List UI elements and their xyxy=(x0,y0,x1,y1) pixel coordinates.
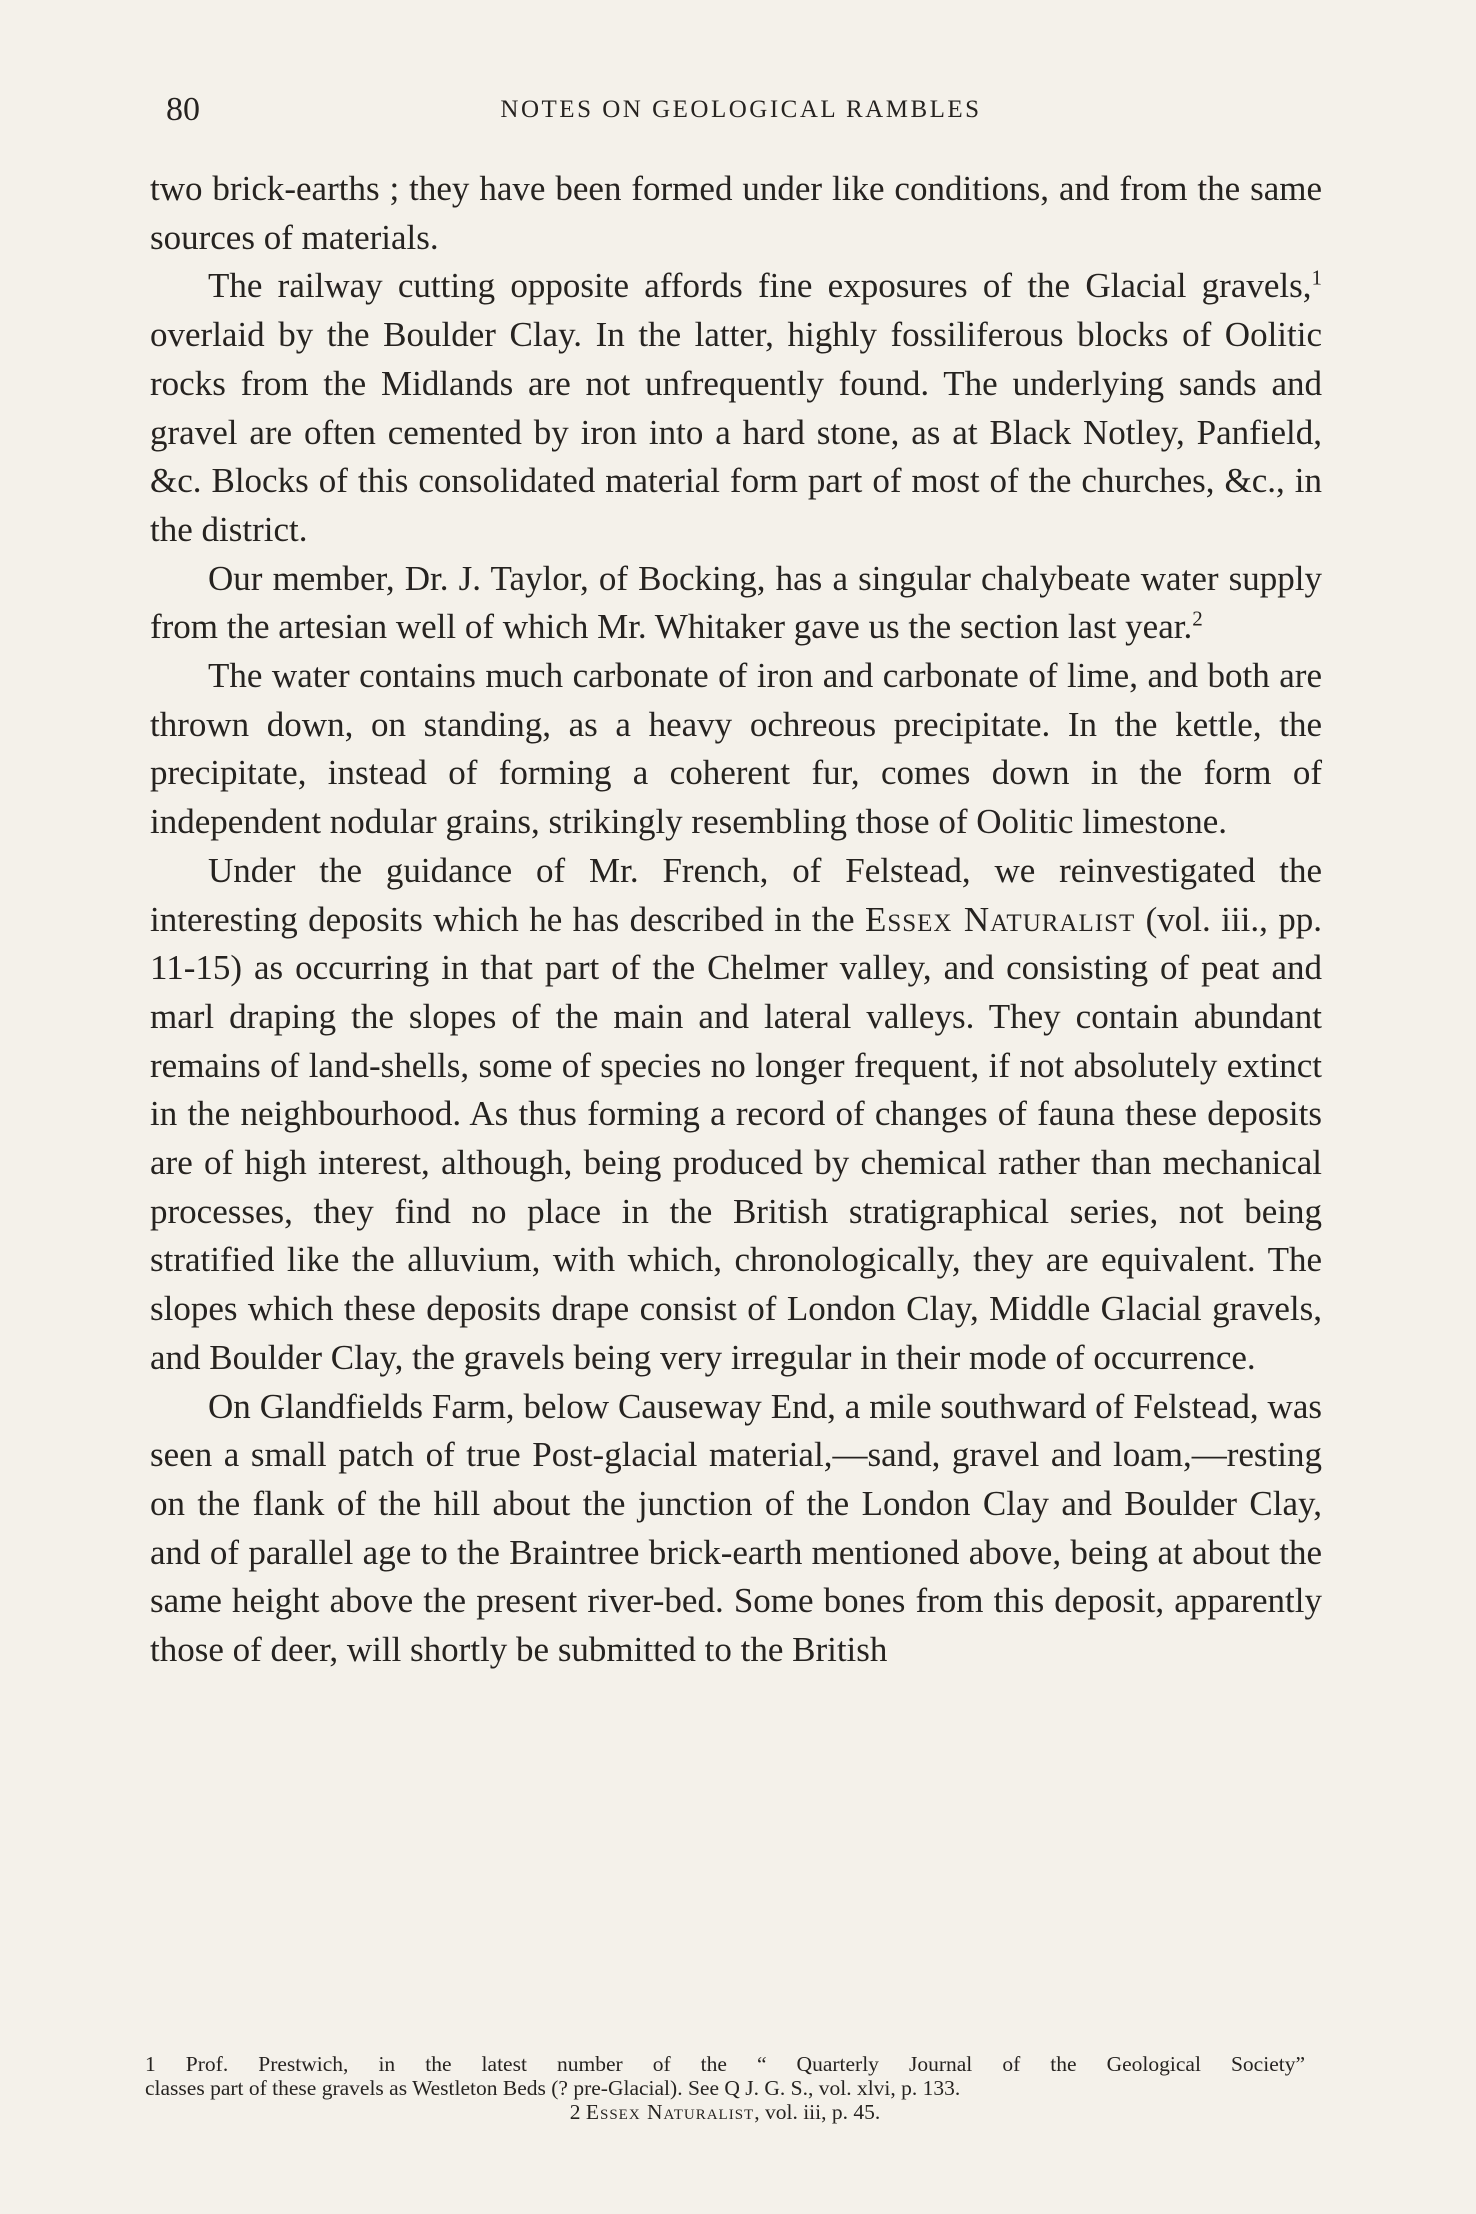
running-title: NOTES ON GEOLOGICAL RAMBLES xyxy=(500,96,982,123)
paragraph-text: Our member, Dr. J. Taylor, of Bocking, has a singular chalybeate water supply from the artesian well of which Mr. Whitaker gave us the section last year. xyxy=(150,558,1322,647)
paragraph-railway-cutting xyxy=(150,262,1322,554)
paragraph-text: overlaid by the Boulder Clay. In the latter, highly fossiliferous blocks of Oolitic rocks from the Midlands are not unfrequently found. The underlying sands and gravel are often cemented by iron into a hard stone, as at Black Notley, Panfield, &c. Blocks of this consolidated material form part of most of the churches, &c., in the district. xyxy=(150,315,1322,549)
footnote-number: 2 xyxy=(569,2100,586,2124)
footnotes xyxy=(145,2052,1305,2124)
footnote-1-line-2: classes part of these gravels as Westleton Beds (? pre-Glacial). See Q J. G. S., vol. xlvi, p. 133. xyxy=(145,2076,961,2100)
footnote-2 xyxy=(145,2100,1305,2124)
page-header xyxy=(166,88,1316,132)
footnote-ref-1: 1 xyxy=(1311,265,1322,290)
paragraph-text: The railway cutting opposite affords fine exposures of the Glacial gravels, xyxy=(208,266,1312,306)
footnote-ref-2: 2 xyxy=(1192,606,1203,631)
paragraph-glandfields xyxy=(150,1383,1322,1675)
body-text xyxy=(150,165,1322,1675)
journal-title: Essex Naturalist xyxy=(864,899,1136,939)
paragraph-continuation xyxy=(150,165,1322,262)
paragraph-text: (vol. iii., pp. 11-15) as occurring in that part of the Chelmer valley, and consisting of peat and marl draping the slopes of the main and lateral valleys. They contain abundant remains of land-shells, some of species no longer frequent, if not absolutely extinct in the neighbourhood. As thus forming a record of changes of fauna these deposits are of high interest, although, being produced by chemical rather than mechanical processes, they find no place in the British stratigraphical series, not being stratified like the alluvium, with which, chronologically, they are equivalent. The slopes which these deposits drape consist of London Clay, Middle Glacial gravels, and Boulder Clay, the gravels being very irregular in their mode of occurrence. xyxy=(150,899,1322,1377)
footnote-text: , vol. iii, p. 45. xyxy=(754,2100,881,2124)
paragraph-text: Under the guidance of Mr. French, of Felstead, we reinvestigated the interesting deposits which he has described in the xyxy=(150,850,1322,939)
paragraph-text: The water contains much carbonate of iron and carbonate of lime, and both are thrown down, on standing, as a heavy ochreous precipitate. In the kettle, the precipitate, instead of forming a coherent fur, comes down in the form of independent nodular grains, strikingly resembling those of Oolitic limestone. xyxy=(150,656,1322,842)
footnote-1-line-1: 1 Prof. Prestwich, in the latest number of the “ Quarterly Journal of the Geological Society” xyxy=(145,2052,1305,2076)
journal-title: Essex Naturalist xyxy=(585,2100,755,2124)
paragraph-taylor xyxy=(150,555,1322,652)
paragraph-text: On Glandfields Farm, below Causeway End, a mile southward of Felstead, was seen a small patch of true Post-glacial material,—sand, gravel and loam,—resting on the flank of the hill about the junction of the London Clay and Boulder Clay, and of parallel age to the Braintree brick-earth mentioned above, being at about the same height above the present river-bed. Some bones from this deposit, apparently those of deer, will shortly be submitted to the British xyxy=(150,1386,1322,1670)
paragraph-french xyxy=(150,847,1322,1383)
paragraph-water xyxy=(150,652,1322,847)
paragraph-text: two brick-earths ; they have been formed under like conditions, and from the same sources of materials. xyxy=(150,169,1322,257)
page-number: 80 xyxy=(166,91,200,128)
